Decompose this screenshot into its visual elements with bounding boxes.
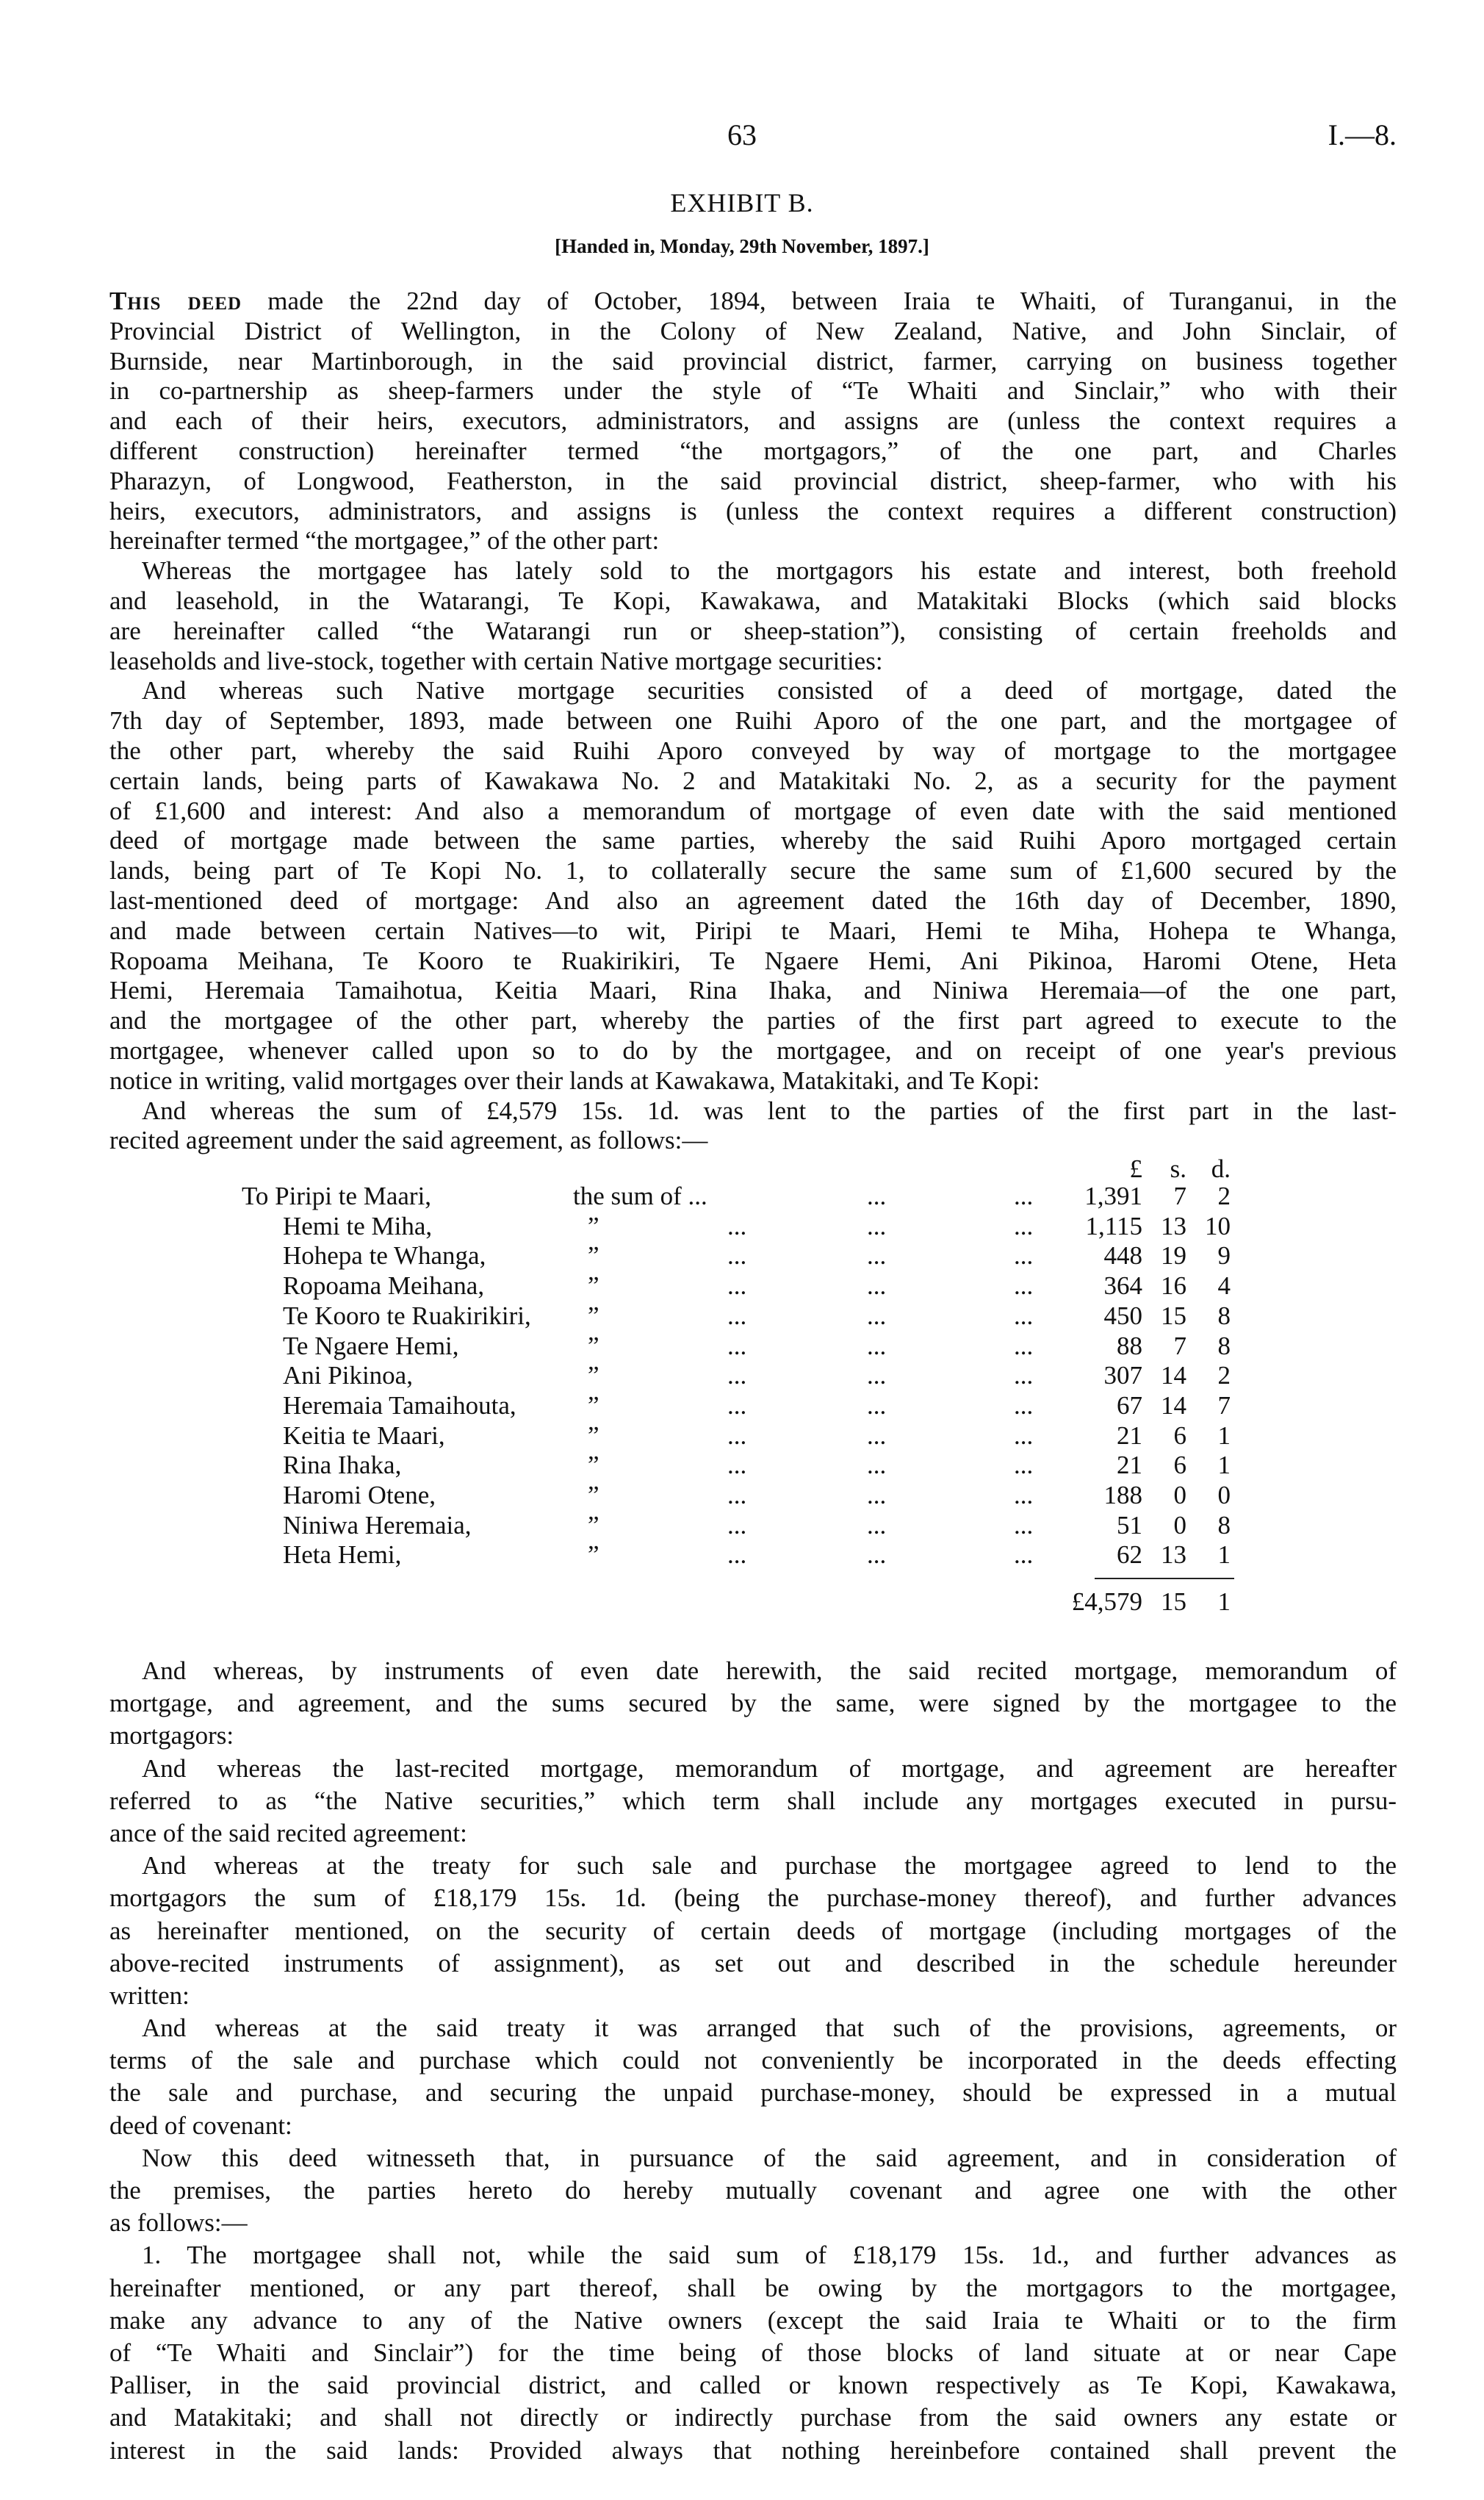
text-line: mortgage, and agreement, and the sums secured by the same, were signed by the mortgagee to the	[109, 1689, 1397, 1718]
leader-dots: ...	[867, 1211, 887, 1240]
text-line: Whereas the mortgagee has lately sold to the mortgagors his estate and interest, both freehold	[142, 556, 1397, 586]
leader-dots: ...	[867, 1540, 887, 1570]
exhibit-title: EXHIBIT B.	[670, 188, 814, 218]
pence-value: 1	[1217, 1420, 1231, 1450]
text-line: Pharazyn, of Longwood, Featherston, in the said provincial district, sheep-farmer, who with his	[109, 466, 1397, 495]
table-row	[0, 1301, 1484, 1331]
leader-dots: ...	[1014, 1301, 1034, 1330]
leader-dots: ...	[867, 1481, 887, 1509]
leader-dots: ...	[867, 1301, 887, 1330]
text-line: and each of their heirs, executors, administrators, and assigns are (unless the context requires a	[109, 406, 1397, 436]
leader-dots: ...	[727, 1481, 747, 1509]
leader-dots: ...	[867, 1331, 887, 1360]
leader-dots: ...	[867, 1420, 887, 1450]
pounds-value: 364	[1103, 1271, 1142, 1301]
shillings-header: s.	[1170, 1154, 1186, 1183]
text-line: as hereinafter mentioned, on the security of certain deeds of mortgage (including mortgages of the	[109, 1916, 1397, 1945]
shillings-value: 14	[1161, 1361, 1186, 1390]
text-line: of “Te Whaiti and Sinclair”) for the time being of those blocks of land situate at or near Cape	[109, 2338, 1397, 2367]
pounds-value: 307	[1103, 1361, 1142, 1390]
text-line: as follows:—	[109, 2208, 248, 2238]
shillings-value: 7	[1173, 1331, 1186, 1360]
pence-value: 1	[1217, 1451, 1231, 1480]
pounds-value: 21	[1117, 1420, 1142, 1450]
text-line: are hereinafter called “the Watarangi run or sheep-station”), consisting of certain freeholds and	[109, 616, 1397, 645]
leader-dots: ...	[1014, 1361, 1034, 1390]
payee-name: Te Kooro te Ruakirikiri,	[283, 1301, 531, 1330]
text-line: Burnside, near Martinborough, in the said provincial district, farmer, carrying on business together	[109, 346, 1397, 376]
text-line: in co-partnership as sheep-farmers under the style of “Te Whaiti and Sinclair,” who with their	[109, 376, 1397, 406]
leader-dots: ...	[1014, 1331, 1034, 1360]
payee-name: Heta Hemi,	[283, 1540, 402, 1570]
table-row	[0, 1182, 1484, 1211]
ditto-mark: ”	[588, 1420, 599, 1450]
table-total-row	[0, 1587, 1484, 1617]
table-row	[0, 1481, 1484, 1510]
pence-header: d.	[1211, 1154, 1231, 1183]
table-row	[0, 1511, 1484, 1540]
shillings-value: 14	[1161, 1390, 1186, 1420]
ditto-mark: ”	[588, 1451, 599, 1480]
pounds-value: 1,115	[1085, 1211, 1142, 1240]
pounds-value: 1,391	[1084, 1182, 1142, 1210]
leader-dots: ...	[867, 1361, 887, 1390]
leader-dots: ...	[1014, 1390, 1034, 1420]
leader-dots: ...	[727, 1510, 747, 1540]
leader-dots: ...	[727, 1211, 747, 1240]
pounds-value: 450	[1103, 1301, 1142, 1330]
text-line: ance of the said recited agreement:	[109, 1818, 467, 1847]
leader-dots: ...	[1014, 1420, 1034, 1450]
payee-name: Hohepa te Whanga,	[283, 1241, 486, 1271]
pounds-value: 62	[1117, 1540, 1142, 1570]
pounds-value: 67	[1117, 1390, 1142, 1420]
total-pence: 1	[1217, 1587, 1231, 1616]
text-line: mortgagors the sum of £18,179 15s. 1d. (being the purchase-money thereof), and further advances	[109, 1883, 1397, 1913]
shillings-value: 6	[1173, 1451, 1186, 1480]
text-line: notice in writing, valid mortgages over their lands at Kawakawa, Matakitaki, and Te Kopi:	[109, 1066, 1040, 1095]
payee-name: Rina Ihaka,	[283, 1451, 402, 1480]
payee-name: Te Ngaere Hemi,	[283, 1331, 459, 1360]
leader-dots: ...	[727, 1420, 747, 1450]
text-line: written:	[109, 1980, 190, 2010]
leader-dots: ...	[867, 1390, 887, 1420]
text-line: above-recited instruments of assignment), as set out and described in the schedule hereunder	[109, 1948, 1397, 1978]
payee-name: Hemi te Miha,	[283, 1211, 433, 1240]
pounds-header: £	[1129, 1154, 1142, 1183]
leader-dots: ...	[727, 1271, 747, 1301]
shillings-value: 15	[1161, 1301, 1186, 1330]
text-line: hereinafter mentioned, or any part thereof, shall be owing by the mortgagors to the mortgagee,	[109, 2273, 1397, 2302]
pence-value: 0	[1217, 1481, 1231, 1509]
text-line: Provincial District of Wellington, in the Colony of New Zealand, Native, and John Sinclair, of	[109, 316, 1397, 345]
text-line: heirs, executors, administrators, and assigns is (unless the context requires a different construction)	[109, 496, 1397, 525]
text-line: certain lands, being parts of Kawakawa No. 2 and Matakitaki No. 2, as a security for the payment	[109, 766, 1397, 795]
ditto-mark: ”	[588, 1390, 599, 1420]
ditto-mark: ”	[588, 1510, 599, 1540]
pounds-value: 448	[1103, 1241, 1142, 1271]
leader-dots: ...	[1014, 1182, 1034, 1210]
table-row	[0, 1391, 1484, 1420]
ditto-mark: ”	[588, 1540, 599, 1570]
leader-dots: ...	[727, 1451, 747, 1480]
total-pounds: £4,579	[1071, 1587, 1142, 1616]
table-row	[0, 1540, 1484, 1570]
leader-dots: ...	[867, 1241, 887, 1271]
payee-name: Ropoama Meihana,	[283, 1271, 485, 1301]
text-line: 7th day of September, 1893, made between one Ruihi Aporo of the one part, and the mortgagee of	[109, 706, 1397, 736]
payee-name: Haromi Otene,	[283, 1481, 436, 1509]
payee-name: Niniwa Heremaia,	[283, 1510, 472, 1540]
ditto-mark: ”	[588, 1481, 599, 1509]
leader-dots: ...	[867, 1271, 887, 1301]
ditto-mark: ”	[588, 1301, 599, 1330]
text-line: interest in the said lands: Provided always that nothing hereinbefore contained shall prevent the	[109, 2435, 1397, 2465]
pounds-value: 188	[1103, 1481, 1142, 1509]
shillings-value: 13	[1161, 1211, 1186, 1240]
text-line: And whereas, by instruments of even date herewith, the said recited mortgage, memorandum of	[142, 1656, 1397, 1685]
leader-dots: ...	[727, 1301, 747, 1330]
text-line: and Matakitaki; and shall not directly or indirectly purchase from the said owners any estate or	[109, 2403, 1397, 2432]
pence-value: 8	[1217, 1510, 1231, 1540]
payee-name: To Piripi te Maari,	[242, 1182, 432, 1210]
text-line: mortgagee, whenever called upon so to do by the mortgagee, and on receipt of one year's previous	[109, 1035, 1397, 1065]
exhibit-subtitle: [Handed in, Monday, 29th November, 1897.]	[555, 235, 929, 257]
text-line: 1. The mortgagee shall not, while the said sum of £18,179 15s. 1d., and further advances as	[142, 2241, 1397, 2270]
leader-dots: ...	[1014, 1241, 1034, 1271]
text-line: different construction) hereinafter termed “the mortgagors,” of the one part, and Charles	[109, 436, 1397, 465]
sum-of-label: the sum of ...	[573, 1182, 707, 1210]
payee-name: Keitia te Maari,	[283, 1420, 445, 1450]
text-line	[109, 287, 1397, 317]
pence-value: 9	[1217, 1241, 1231, 1271]
text-line: mortgagors:	[109, 1721, 234, 1750]
leader-dots: ...	[727, 1361, 747, 1390]
pounds-value: 88	[1117, 1331, 1142, 1360]
table-row	[0, 1212, 1484, 1241]
leader-dots: ...	[867, 1182, 887, 1210]
leader-dots: ...	[1014, 1271, 1034, 1301]
text-line: the premises, the parties hereto do hereby mutually covenant and agree one with the other	[109, 2176, 1397, 2205]
text-line: lands, being part of Te Kopi No. 1, to collaterally secure the same sum of £1,600 secured by the	[109, 856, 1397, 886]
leader-dots: ...	[867, 1510, 887, 1540]
text-line: terms of the sale and purchase which could not conveniently be incorporated in the deeds effecting	[109, 2046, 1397, 2075]
shillings-value: 7	[1173, 1182, 1186, 1210]
leader-dots: ...	[1014, 1481, 1034, 1509]
leader-dots: ...	[1014, 1540, 1034, 1570]
leader-dots: ...	[727, 1540, 747, 1570]
deed-lead-words: This deed	[109, 287, 242, 315]
leader-dots: ...	[1014, 1510, 1034, 1540]
deed-text-bottom	[109, 1655, 1397, 2467]
text-line-content: made the 22nd day of October, 1894, between Iraia te Whaiti, of Turanganui, in the	[242, 287, 1397, 315]
payee-name: Ani Pikinoa,	[283, 1361, 413, 1390]
text-line: hereinafter termed “the mortgagee,” of the other part:	[109, 526, 660, 556]
leader-dots: ...	[867, 1451, 887, 1480]
ditto-mark: ”	[588, 1271, 599, 1301]
pence-value: 2	[1217, 1361, 1231, 1390]
text-line: Ropoama Meihana, Te Kooro te Ruakirikiri, Te Ngaere Hemi, Ani Pikinoa, Haromi Otene, Heta	[109, 946, 1397, 975]
text-line: Now this deed witnesseth that, in pursuance of the said agreement, and in consideration of	[142, 2143, 1397, 2172]
text-line: deed of covenant:	[109, 2111, 292, 2140]
leader-dots: ...	[727, 1241, 747, 1271]
total-shillings: 15	[1161, 1587, 1186, 1616]
ditto-mark: ”	[588, 1241, 599, 1271]
text-line: last-mentioned deed of mortgage: And also an agreement dated the 16th day of December, 1890,	[109, 886, 1397, 915]
leader-dots: ...	[1014, 1451, 1034, 1480]
pence-value: 2	[1217, 1182, 1231, 1210]
pence-value: 4	[1217, 1271, 1231, 1301]
leader-dots: ...	[1014, 1211, 1034, 1240]
text-line: the sale and purchase, and securing the unpaid purchase-money, should be expressed in a mutual	[109, 2078, 1397, 2108]
pence-value: 8	[1217, 1331, 1231, 1360]
text-line: of £1,600 and interest: And also a memorandum of mortgage of even date with the said mentioned	[109, 796, 1397, 825]
pence-value: 8	[1217, 1301, 1231, 1330]
text-line: recited agreement under the said agreement, as follows:—	[109, 1126, 708, 1155]
text-line: leaseholds and live-stock, together with certain Native mortgage securities:	[109, 646, 883, 675]
text-line: And whereas the last-recited mortgage, memorandum of mortgage, and agreement are hereafter	[142, 1753, 1397, 1783]
shillings-value: 0	[1173, 1510, 1186, 1540]
ditto-mark: ”	[588, 1211, 599, 1240]
shillings-value: 16	[1161, 1271, 1186, 1301]
text-line: Hemi, Heremaia Tamaihotua, Keitia Maari, Rina Ihaka, and Niniwa Heremaia—of the one part,	[109, 976, 1397, 1005]
pence-value: 7	[1217, 1390, 1231, 1420]
text-line: And whereas at the treaty for such sale and purchase the mortgagee agreed to lend to the	[142, 1851, 1397, 1881]
shillings-value: 13	[1161, 1540, 1186, 1570]
ditto-mark: ”	[588, 1361, 599, 1390]
total-rule	[1095, 1578, 1234, 1579]
text-line: and leasehold, in the Watarangi, Te Kopi, Kawakawa, and Matakitaki Blocks (which said blocks	[109, 586, 1397, 615]
deed-text-top	[109, 287, 1397, 1156]
table-row	[0, 1332, 1484, 1361]
document-reference: I.—8.	[1328, 118, 1397, 151]
table-row	[0, 1241, 1484, 1271]
shillings-value: 19	[1161, 1241, 1186, 1271]
table-row	[0, 1421, 1484, 1451]
text-line: deed of mortgage made between the same parties, whereby the said Ruihi Aporo mortgaged certain	[109, 826, 1397, 855]
shillings-value: 0	[1173, 1481, 1186, 1509]
shillings-value: 6	[1173, 1420, 1186, 1450]
ditto-mark: ”	[588, 1331, 599, 1360]
table-row	[0, 1451, 1484, 1480]
pence-value: 1	[1217, 1540, 1231, 1570]
text-line: the other part, whereby the said Ruihi Aporo conveyed by way of mortgage to the mortgagee	[109, 736, 1397, 765]
text-line: And whereas the sum of £4,579 15s. 1d. was lent to the parties of the first part in the last-	[142, 1096, 1397, 1125]
text-line: make any advance to any of the Native owners (except the said Iraia te Whaiti or to the firm	[109, 2305, 1397, 2335]
text-line: and made between certain Natives—to wit, Piripi te Maari, Hemi te Miha, Hohepa te Whanga,	[109, 916, 1397, 945]
pounds-value: 51	[1117, 1510, 1142, 1540]
text-line: Palliser, in the said provincial district, and called or known respectively as Te Kopi, Kawakawa,	[109, 2371, 1397, 2400]
leader-dots: ...	[727, 1331, 747, 1360]
pounds-value: 21	[1117, 1451, 1142, 1480]
table-row	[0, 1271, 1484, 1301]
text-line: And whereas at the said treaty it was arranged that such of the provisions, agreements, or	[142, 2014, 1397, 2043]
table-row	[0, 1361, 1484, 1390]
text-line: And whereas such Native mortgage securities consisted of a deed of mortgage, dated the	[142, 676, 1397, 705]
text-line: referred to as “the Native securities,” which term shall include any mortgages executed in pursu-	[109, 1786, 1397, 1815]
page-number: 63	[727, 118, 757, 151]
text-line: and the mortgagee of the other part, whereby the parties of the first part agreed to execute to the	[109, 1006, 1397, 1035]
pence-value: 10	[1205, 1211, 1231, 1240]
table-header-row	[0, 1154, 1484, 1184]
leader-dots: ...	[727, 1390, 747, 1420]
payee-name: Heremaia Tamaihouta,	[283, 1390, 516, 1420]
